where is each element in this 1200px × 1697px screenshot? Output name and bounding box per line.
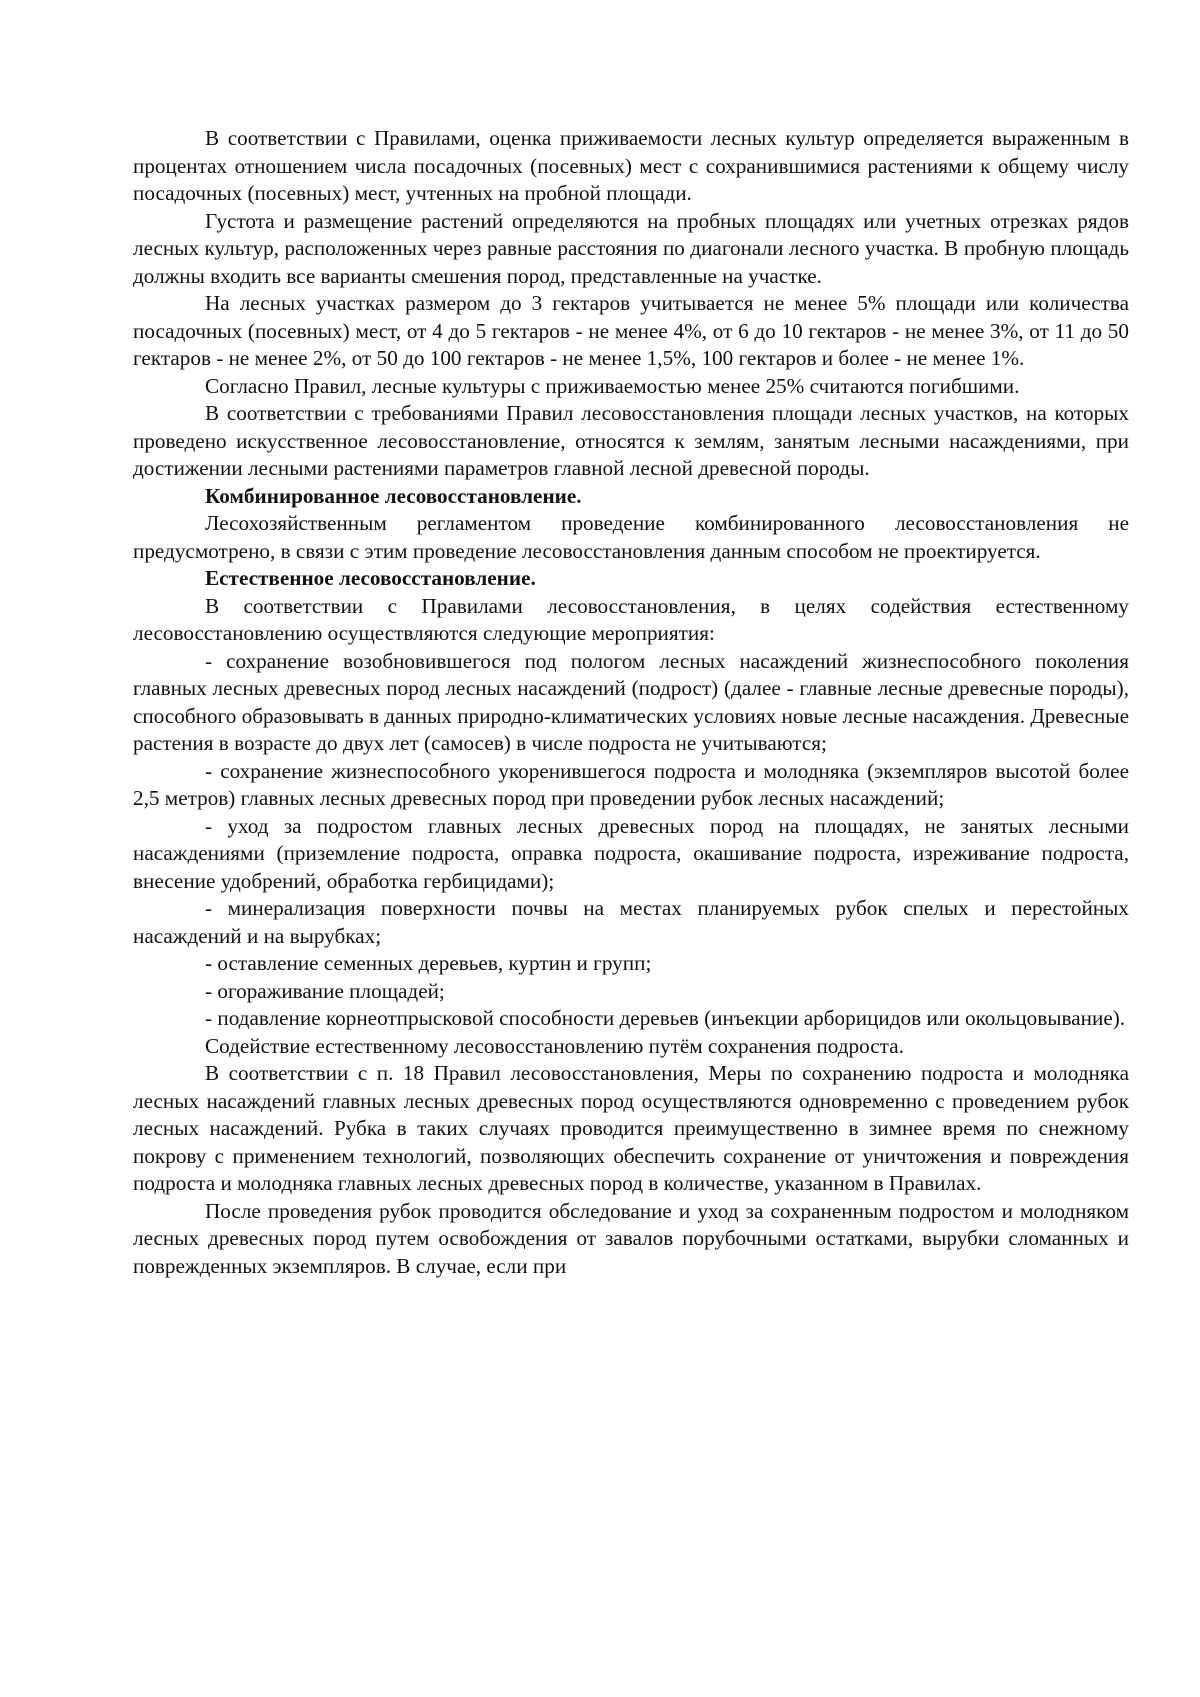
list-item-fencing: - огораживание площадей; [205, 978, 445, 1003]
list-item-young-growth-preservation: - сохранение жизнеспособного укоренившегося подроста и молодняка (экземпляров высотой более 2,5 метров) главных лесных древесных пород при проведении рубок лесных насаждений; [133, 758, 1129, 810]
paragraph-rule-18-measures: В соответствии с п. 18 Правил лесовосстановления, Меры по сохранению подроста и молодняка лесных насаждений главных лесных древесных пород осуществляются одновременно с проведением рубок лесных насаждений. Рубка в таких случаях проводится преимущественно в зимнее время по снежному покрову с применением технологий, позволяющих обеспечить сохранение от уничтожения и повреждения подроста и молодняка главных лесных древесных пород в количестве, указанном в Правилах. [133, 1061, 1129, 1195]
list-item-seed-trees: - оставление семенных деревьев, куртин и групп; [205, 951, 652, 975]
paragraph-density-placement: Густота и размещение растений определяются на пробных площадях или учетных отрезках рядов лесных культур, расположенных через равные расстояния по диагонали лесного участка. В пробную площадь должны входить все варианты смешения пород, представленные на участке. [133, 208, 1129, 288]
paragraph-plot-size-requirements: На лесных участках размером до 3 гектаров учитывается не менее 5% площади или количества посадочных (посевных) мест, от 4 до 5 гектаров - не менее 4%, от 6 до 10 гектаров - не менее 3%, от 11 до 50 гектаров - не менее 2%, от 50 до 100 гектаров - не менее 1,5%, 100 гектаров и более - не менее 1%. [133, 291, 1129, 370]
heading-natural-reforestation: Естественное лесовосстановление. [205, 566, 536, 590]
list-item-soil-mineralization: - минерализация поверхности почвы на местах планируемых рубок спелых и перестойных насаждений и на вырубках; [133, 896, 1129, 948]
paragraph-forest-lands: В соответствии с требованиями Правил лесовосстановления площади лесных участков, на которых проведено искусственное лесовосстановление, относятся к землям, занятым лесными насаждениями, при достижении лесными растениями параметров главной лесной древесной породы. [133, 401, 1129, 480]
list-item-undergrowth-preservation: - сохранение возобновившегося под пологом лесных насаждений жизнеспособного поколения главных лесных древесных пород лесных насаждений (подрост) (далее - главные лесные древесные породы), способного образовывать в данных природно-климатических условиях новые лесные насаждения. Древесные растения в возрасте до двух лет (самосев) в числе подроста не учитываются; [133, 648, 1129, 755]
heading-combined-reforestation: Комбинированное лесовосстановление. [205, 483, 582, 508]
paragraph-failed-cultures: Согласно Правил, лесные культуры с приживаемостью менее 25% считаются погибшими. [205, 373, 1020, 398]
list-item-undergrowth-care: - уход за подростом главных лесных древесных пород на площадях, не занятых лесными насаждениями (приземление подроста, оправка подроста, окашивание подроста, изреживание подроста, внесение удобрений, обработка гербицидами); [133, 813, 1129, 893]
paragraph-natural-measures-intro: В соответствии с Правилами лесовосстановления, в целях содействия естественному лесовосстановлению осуществляются следующие мероприятия: [133, 593, 1129, 645]
paragraph-combined-not-planned: Лесохозяйственным регламентом проведение комбинированного лесовосстановления не предусмотрено, в связи с этим проведение лесовосстановления данным способом не проектируется. [133, 511, 1129, 563]
paragraph-assistance-by-preservation: Содействие естественному лесовосстановлению путём сохранения подроста. [205, 1033, 904, 1058]
list-item-root-sucker-suppression: - подавление корнеотпрысковой способности деревьев (инъекции арборицидов или окольцовывание). [205, 1006, 1126, 1030]
paragraph-survival-assessment: В соответствии с Правилами, оценка приживаемости лесных культур определяется выраженным в процентах отношением числа посадочных (посевных) мест с сохранившимися растениями к общему числу посадочных (посевных) мест, учтенных на пробной площади. [133, 126, 1129, 205]
paragraph-post-felling-survey: После проведения рубок проводится обследование и уход за сохраненным подростом и молодняком лесных древесных пород путем освобождения от завалов порубочными остатками, вырубки сломанных и поврежденных экземпляров. В случае, если при [133, 1198, 1129, 1278]
document-page [133, 125, 1129, 1280]
